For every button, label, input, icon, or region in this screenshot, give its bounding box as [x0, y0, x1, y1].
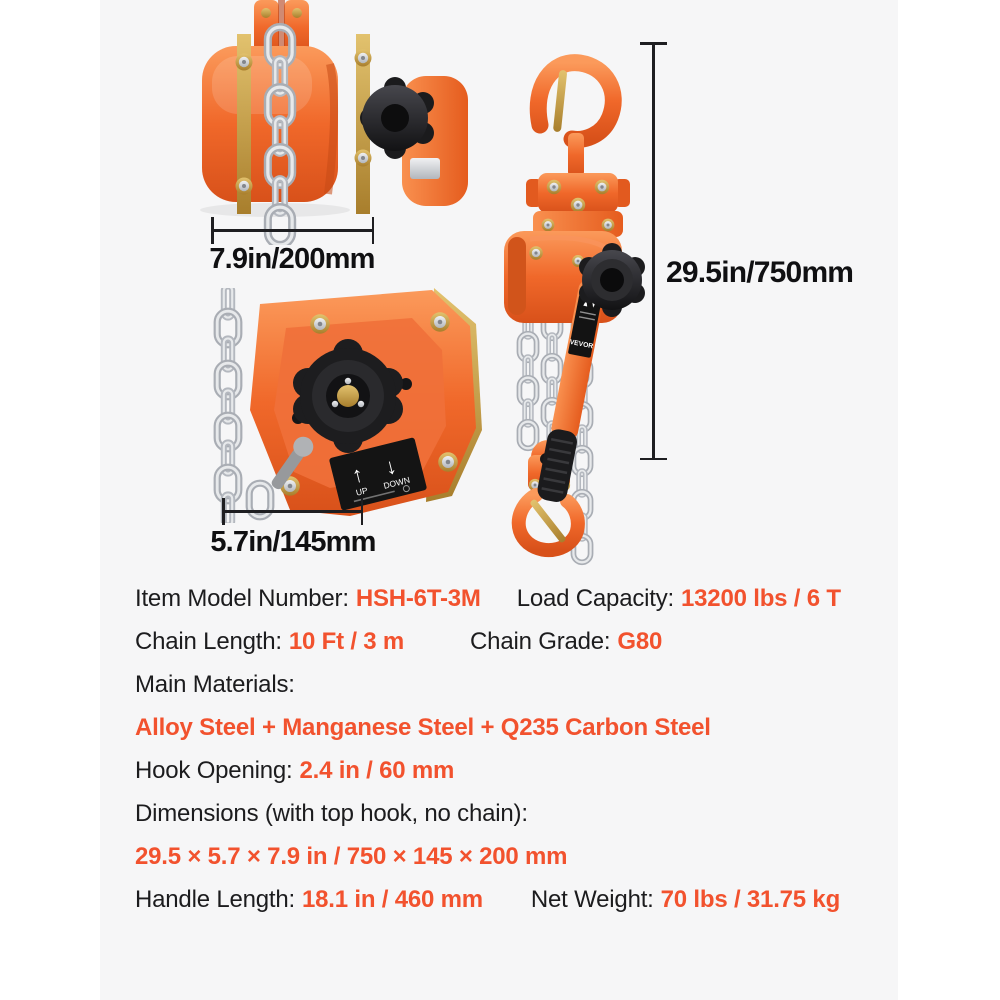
photo-hoist-top-view	[180, 0, 475, 245]
spec-value-model: HSH-6T-3M	[355, 585, 481, 612]
spec-value-chain-grade: G80	[617, 628, 663, 655]
dimension-label-depth: 5.7in/145mm	[210, 526, 376, 558]
dimension-label-width: 7.9in/200mm	[209, 243, 375, 275]
spec-value-materials: Alloy Steel + Manganese Steel + Q235 Carbon Steel	[135, 714, 711, 741]
adjuster-nut	[410, 158, 440, 179]
spec-list	[135, 586, 880, 930]
spec-label-dimensions: Dimensions (with top hook, no chain):	[135, 800, 528, 827]
spec-row-model-capacity	[135, 586, 880, 612]
up-arrow-icon: ↑	[349, 461, 366, 488]
spec-label-capacity: Load Capacity:	[516, 585, 675, 612]
suspension-bracket	[526, 173, 630, 237]
spec-value-handle-length: 18.1 in / 460 mm	[302, 886, 483, 913]
spec-label-handle-length: Handle Length:	[135, 886, 295, 913]
spec-value-hook-opening: 2.4 in / 60 mm	[299, 757, 455, 784]
spec-label-net-weight: Net Weight:	[530, 886, 654, 913]
spec-row-hook-opening	[135, 758, 880, 784]
spec-value-net-weight: 70 lbs / 31.75 kg	[660, 886, 841, 913]
hub-nut	[337, 385, 359, 407]
spec-row-materials-value	[135, 715, 880, 741]
spec-value-dimensions: 29.5 × 5.7 × 7.9 in / 750 × 145 × 200 mm	[135, 843, 568, 870]
dimension-line-height	[640, 42, 667, 460]
lever-boss	[360, 76, 468, 206]
spec-label-materials: Main Materials:	[135, 671, 295, 698]
rubber-grip	[536, 427, 579, 503]
down-arrow-icon: ↓	[382, 452, 399, 480]
spec-row-handle-weight	[135, 887, 880, 913]
spec-row-dimensions-label	[135, 801, 880, 827]
spec-label-model: Item Model Number:	[135, 585, 349, 612]
spec-label-chain-length: Chain Length:	[135, 628, 282, 655]
spec-row-dimensions-value	[135, 844, 880, 870]
dimension-line-width	[211, 217, 374, 244]
photo-hoist-full	[478, 25, 648, 585]
top-hook	[538, 63, 613, 177]
spec-value-chain-length: 10 Ft / 3 m	[288, 628, 405, 655]
spec-label-hook-opening: Hook Opening:	[135, 757, 293, 784]
label-up-text: UP	[354, 485, 369, 498]
label-down-text: DOWN	[382, 474, 411, 491]
spec-row-chain	[135, 629, 880, 655]
bottom-safety-latch	[529, 498, 567, 543]
spec-row-materials-label	[135, 672, 880, 698]
spec-label-chain-grade: Chain Grade:	[470, 628, 611, 655]
hook-shank	[568, 133, 584, 177]
spec-value-capacity: 13200 lbs / 6 T	[681, 585, 841, 612]
dimension-line-depth	[222, 498, 363, 525]
dimension-label-height: 29.5in/750mm	[666, 256, 854, 289]
brand-text: VEVOR	[568, 338, 594, 351]
photo-hoist-side-closeup	[198, 288, 483, 523]
